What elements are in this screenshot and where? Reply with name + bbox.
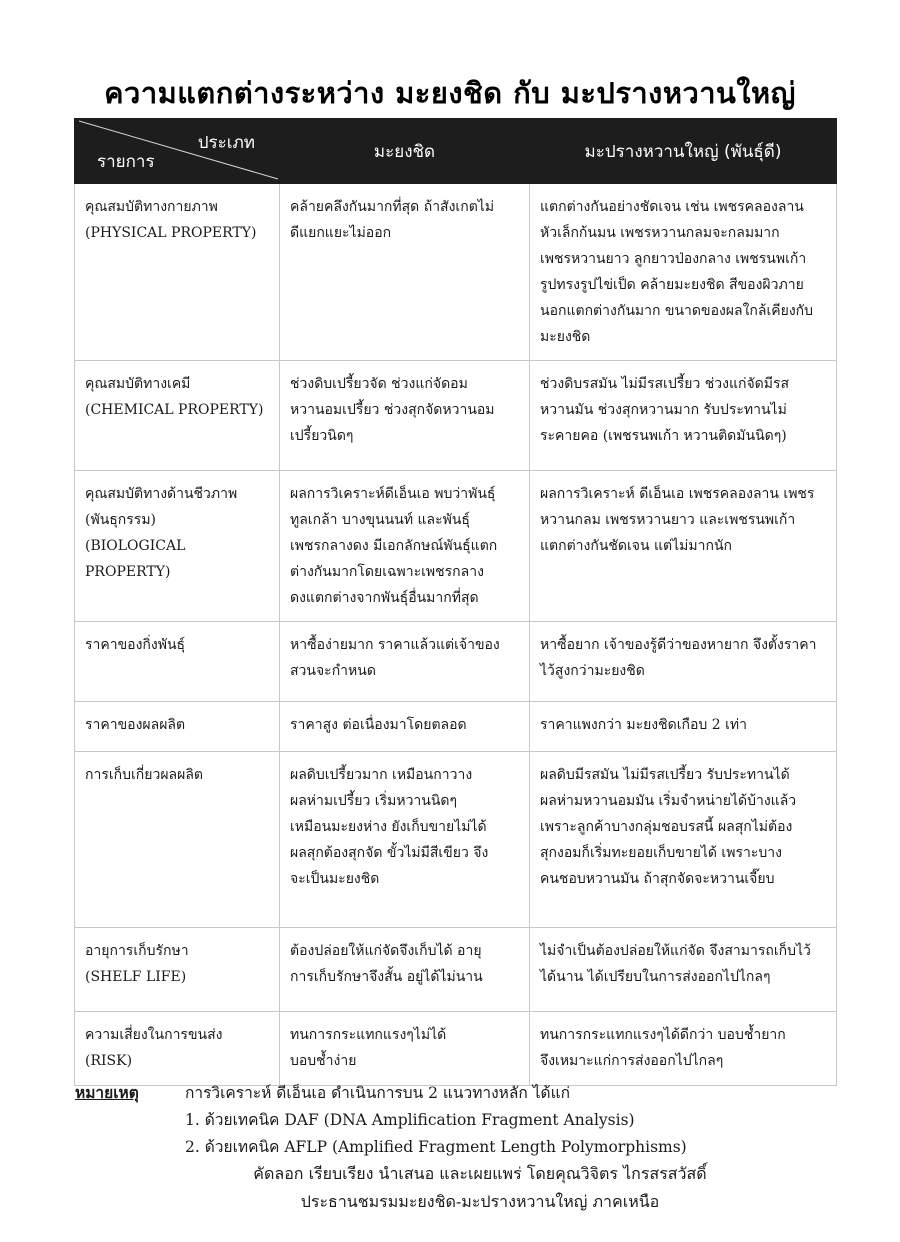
- row-item: อายุการเก็บรักษา (SHELF LIFE): [75, 928, 280, 1012]
- table-row: [75, 1012, 837, 1086]
- row-mayongchid: หาซื้อง่ายมาก ราคาแล้วแต่เจ้าของ สวนจะกำหนด: [280, 622, 530, 702]
- row-item: คุณสมบัติทางด้านชีวภาพ (พันธุกรรม) (BIOLOGICAL PROPERTY): [75, 471, 280, 622]
- row-mayongchid: คล้ายคลึงกันมากที่สุด ถ้าสังเกตไม่ ดีแยกแยะไม่ออก: [280, 184, 530, 361]
- row-item: คุณสมบัติทางกายภาพ (PHYSICAL PROPERTY): [75, 184, 280, 361]
- header-type-label: ประเภท: [197, 133, 255, 153]
- row-item: ราคาของผลผลิต: [75, 702, 280, 752]
- credit-line-1: คัดลอก เรียบเรียง นำเสนอ และเผยแพร่ โดยคุณวิจิตร ไกรสรสวัสดิ์: [253, 1164, 707, 1183]
- row-maprang: ทนการกระแทกแรงๆได้ดีกว่า บอบช้ำยาก จึงเหมาะแก่การส่งออกไปไกลๆ: [530, 1012, 837, 1086]
- table-row: [75, 184, 837, 361]
- row-mayongchid: ทนการกระแทกแรงๆไม่ได้ บอบช้ำง่าย: [280, 1012, 530, 1086]
- row-maprang: ช่วงดิบรสมัน ไม่มีรสเปรี้ยว ช่วงแก่จัดมีรส หวานมัน ช่วงสุกหวานมาก รับประทานไม่ ระคายคอ (เพชรนพเก้า หวานติดมันนิดๆ): [530, 361, 837, 471]
- row-item: คุณสมบัติทางเคมี (CHEMICAL PROPERTY): [75, 361, 280, 471]
- row-mayongchid: ราคาสูง ต่อเนื่องมาโดยตลอด: [280, 702, 530, 752]
- credit-line-2: ประธานชมรมมะยงชิด-มะปรางหวานใหญ่ ภาคเหนือ: [300, 1192, 660, 1211]
- footnote-line-3: 2. ด้วยเทคนิค AFLP (Amplified Fragment Length Polymorphisms): [185, 1138, 687, 1156]
- row-item: การเก็บเกี่ยวผลผลิต: [75, 752, 280, 928]
- header-corner-cell: [75, 119, 280, 184]
- row-item: ความเสี่ยงในการขนส่ง (RISK): [75, 1012, 280, 1086]
- table-row: [75, 361, 837, 471]
- comparison-table: [74, 118, 837, 1086]
- row-mayongchid: ช่วงดิบเปรี้ยวจัด ช่วงแก่จัดอม หวานอมเปรี้ยว ช่วงสุกจัดหวานอม เปรี้ยวนิดๆ: [280, 361, 530, 471]
- header-mayongchid: มะยงชิด: [280, 119, 530, 184]
- row-maprang: หาซื้อยาก เจ้าของรู้ดีว่าของหายาก จึงตั้งราคา ไว้สูงกว่ามะยงชิด: [530, 622, 837, 702]
- footnote-line-1: การวิเคราะห์ ดีเอ็นเอ ดำเนินการบน 2 แนวทางหลัก ได้แก่: [185, 1084, 570, 1102]
- page-title: ความแตกต่างระหว่าง มะยงชิด กับ มะปรางหวานใหญ่: [104, 76, 796, 110]
- footnote-line-2: 1. ด้วยเทคนิค DAF (DNA Amplification Fragment Analysis): [185, 1111, 635, 1129]
- row-maprang: ราคาแพงกว่า มะยงชิดเกือบ 2 เท่า: [530, 702, 837, 752]
- table-row: [75, 702, 837, 752]
- table-header-row: [75, 119, 837, 184]
- header-item-label: รายการ: [97, 152, 155, 172]
- row-item: ราคาของกิ่งพันธุ์: [75, 622, 280, 702]
- row-maprang: แตกต่างกันอย่างชัดเจน เช่น เพชรคลองลาน หัวเล็กก้นมน เพชรหวานกลมจะกลมมาก เพชรหวานยาว ลูกยาวป่องกลาง เพชรนพเก้า รูปทรงรูปไข่เป็ด คล้ายมะยงชิด สีของผิวภาย นอกแตกต่างกันมาก ขนาดของผลใกล้เคียงกับ มะยงชิด: [530, 184, 837, 361]
- table-row: [75, 928, 837, 1012]
- row-mayongchid: ต้องปล่อยให้แก่จัดจึงเก็บได้ อายุ การเก็บรักษาจึงสั้น อยู่ได้ไม่นาน: [280, 928, 530, 1012]
- row-maprang: ผลดิบมีรสมัน ไม่มีรสเปรี้ยว รับประทานได้ ผลห่ามหวานอมมัน เริ่มจำหน่ายได้บ้างแล้ว เพราะลูกค้าบางกลุ่มชอบรสนี้ ผลสุกไม่ต้อง สุกงอมก็เริ่มทะยอยเก็บขายได้ เพราะบาง คนชอบหวานมัน ถ้าสุกจัดจะหวานเจี๊ยบ: [530, 752, 837, 928]
- row-maprang: ไม่จำเป็นต้องปล่อยให้แก่จัด จึงสามารถเก็บไว้ ได้นาน ได้เปรียบในการส่งออกไปไกลๆ: [530, 928, 837, 1012]
- row-mayongchid: ผลการวิเคราะห์ดีเอ็นเอ พบว่าพันธุ์ ทูลเกล้า บางขุนนนท์ และพันธุ์ เพชรกลางดง มีเอกลักษณ์พันธุ์แตก ต่างกันมากโดยเฉพาะเพชรกลาง ดงแตกต่างจากพันธุ์อื่นมากที่สุด: [280, 471, 530, 622]
- row-mayongchid: ผลดิบเปรี้ยวมาก เหมือนกาวาง ผลห่ามเปรี้ยว เริ่มหวานนิดๆ เหมือนมะยงห่าง ยังเก็บขายไม่ได้ ผลสุกต้องสุกจัด ขั้วไม่มีสีเขียว จึง จะเป็นมะยงชิด: [280, 752, 530, 928]
- row-maprang: ผลการวิเคราะห์ ดีเอ็นเอ เพชรคลองลาน เพชร หวานกลม เพชรหวานยาว และเพชรนพเก้า แตกต่างกันชัดเจน แต่ไม่มากนัก: [530, 471, 837, 622]
- table-row: [75, 752, 837, 928]
- header-maprang: มะปรางหวานใหญ่ (พันธุ์ดี): [530, 119, 837, 184]
- table-row: [75, 471, 837, 622]
- table-row: [75, 622, 837, 702]
- footnote-label: หมายเหตุ: [75, 1083, 139, 1102]
